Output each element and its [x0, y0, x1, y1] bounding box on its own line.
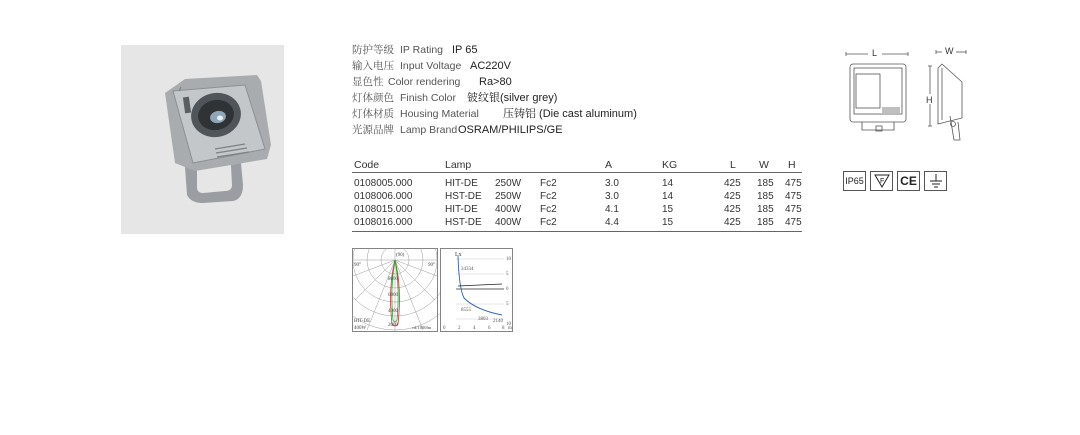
cell-kg: 15	[662, 217, 674, 228]
polar-lamp-label: HIT-DE	[354, 319, 371, 324]
table-row	[352, 216, 802, 229]
polar-ring-label: 6000	[388, 293, 398, 298]
photometric-diagrams	[352, 248, 522, 333]
dim-h-label: H	[926, 95, 933, 105]
curve-y-tick: 5	[506, 302, 509, 307]
ip65-badge: IP65	[843, 171, 866, 191]
curve-x-unit: m	[508, 326, 512, 331]
curve-value-label: 34334	[461, 267, 474, 272]
certification-marks	[843, 171, 947, 191]
product-table	[352, 158, 802, 232]
cell-w: 185	[757, 191, 774, 202]
polar-ring-label: 8000	[388, 277, 398, 282]
spec-cn-label: 显色性	[352, 76, 384, 88]
header-a: A	[605, 159, 613, 171]
polar-right-angle: 90°	[428, 263, 435, 268]
curve-y-tick: 5	[506, 272, 509, 277]
spec-value: OSRAM/PHILIPS/GE	[458, 124, 563, 136]
cell-h: 475	[785, 191, 802, 202]
cell-w: 185	[757, 217, 774, 228]
cell-fc: Fc2	[540, 217, 557, 228]
f-mark-text: F	[879, 178, 884, 185]
cell-kg: 14	[662, 178, 674, 189]
ce-mark-icon: CE	[897, 171, 920, 191]
header-kg: KG	[662, 159, 678, 171]
spec-list	[352, 42, 637, 138]
photometric-svg	[352, 248, 522, 333]
header-h: H	[788, 159, 796, 171]
cell-wattage: 250W	[495, 178, 522, 189]
spec-en-label: Finish Color	[400, 92, 457, 104]
spec-en-label: Lamp Brand	[400, 124, 458, 136]
spec-cn-label: 输入电压	[352, 60, 394, 72]
ground-icon	[924, 171, 947, 191]
illuminance-curve	[441, 249, 513, 332]
table-row	[352, 177, 802, 190]
curve-y-tick: 10	[506, 257, 511, 262]
spec-value: AC220V	[470, 60, 511, 72]
cell-l: 425	[724, 217, 741, 228]
header-w: W	[759, 159, 769, 171]
curve-value-label: 8555	[461, 308, 471, 313]
cell-fc: Fc2	[540, 204, 557, 215]
spec-en-label: Color rendering	[388, 76, 461, 88]
table-footer-rule	[352, 231, 802, 232]
cell-wattage: 250W	[495, 191, 522, 202]
polar-watt-label: 400W	[354, 326, 367, 331]
cell-l: 425	[724, 204, 741, 215]
cell-lamp-type: HST-DE	[445, 217, 482, 228]
cell-a: 3.0	[605, 191, 619, 202]
cell-w: 185	[757, 178, 774, 189]
dimension-drawing	[838, 44, 978, 154]
cell-kg: 14	[662, 191, 674, 202]
cell-code: 0108006.000	[354, 191, 413, 202]
curve-unit-label: Lx	[455, 252, 462, 258]
cell-kg: 15	[662, 204, 674, 215]
cell-lamp-type: HIT-DE	[445, 204, 478, 215]
polar-center-label: (90)	[396, 253, 405, 258]
table-header	[352, 158, 802, 173]
spec-color-rendering	[352, 74, 637, 90]
spec-en-label: Housing Material	[400, 108, 479, 120]
spec-housing-material	[352, 106, 637, 122]
cell-h: 475	[785, 204, 802, 215]
spec-cn-label: 灯体颜色	[352, 92, 394, 104]
polar-ring-label: 2000	[388, 323, 398, 328]
header-lamp: Lamp	[445, 159, 472, 171]
polar-ring-label: 4000	[388, 309, 398, 314]
spec-value: 铍纹银(silver grey)	[467, 92, 558, 104]
spec-ip-rating	[352, 42, 637, 58]
header-l: L	[730, 159, 736, 171]
cell-code: 0108005.000	[354, 178, 413, 189]
cell-h: 475	[785, 178, 802, 189]
cell-a: 4.1	[605, 204, 619, 215]
f-mark-icon	[870, 171, 893, 191]
cell-fc: Fc2	[540, 191, 557, 202]
spec-value: 压铸铝 (Die cast aluminum)	[503, 108, 637, 120]
cell-fc: Fc2	[540, 178, 557, 189]
curve-y-tick: 10	[506, 322, 511, 327]
spec-finish-color	[352, 90, 637, 106]
cell-w: 185	[757, 204, 774, 215]
cell-wattage: 400W	[495, 217, 522, 228]
spec-cn-label: 灯体材质	[352, 108, 394, 120]
cell-a: 3.0	[605, 178, 619, 189]
spec-input-voltage	[352, 58, 637, 74]
spec-cn-label: 防护等级	[352, 44, 394, 56]
spec-en-label: IP Rating	[400, 44, 443, 56]
spec-en-label: Input Voltage	[400, 60, 462, 72]
cell-lamp-type: HST-DE	[445, 191, 482, 202]
table-row	[352, 190, 802, 203]
cell-l: 425	[724, 178, 741, 189]
cell-h: 475	[785, 217, 802, 228]
curve-x-tick: 6	[488, 326, 491, 331]
cell-lamp-type: HIT-DE	[445, 178, 478, 189]
floodlight-image	[121, 45, 284, 234]
cell-a: 4.4	[605, 217, 619, 228]
curve-x-tick: 0	[443, 326, 446, 331]
curve-value-label: 3803	[478, 317, 488, 322]
spec-value: IP 65	[452, 44, 478, 56]
curve-value-label: 2140	[493, 319, 503, 324]
polar-left-angle: 90°	[354, 263, 361, 268]
spec-value: Ra>80	[479, 76, 512, 88]
spec-lamp-brand	[352, 122, 637, 138]
header-code: Code	[354, 159, 380, 171]
curve-x-tick: 2	[458, 326, 461, 331]
polar-unit-label: cd/1000lm	[412, 325, 432, 330]
curve-x-tick: 8	[502, 326, 505, 331]
spec-cn-label: 光源品牌	[352, 124, 394, 136]
curve-y-tick: 0	[506, 287, 509, 292]
curve-x-tick: 4	[473, 326, 476, 331]
cell-wattage: 400W	[495, 204, 522, 215]
dim-l-label: L	[872, 48, 878, 58]
dim-w-label: W	[945, 46, 954, 56]
cell-code: 0108016.000	[354, 217, 413, 228]
table-row	[352, 203, 802, 216]
cell-code: 0108015.000	[354, 204, 413, 215]
product-photo	[121, 45, 284, 234]
cell-l: 425	[724, 191, 741, 202]
dimension-svg	[838, 44, 978, 154]
